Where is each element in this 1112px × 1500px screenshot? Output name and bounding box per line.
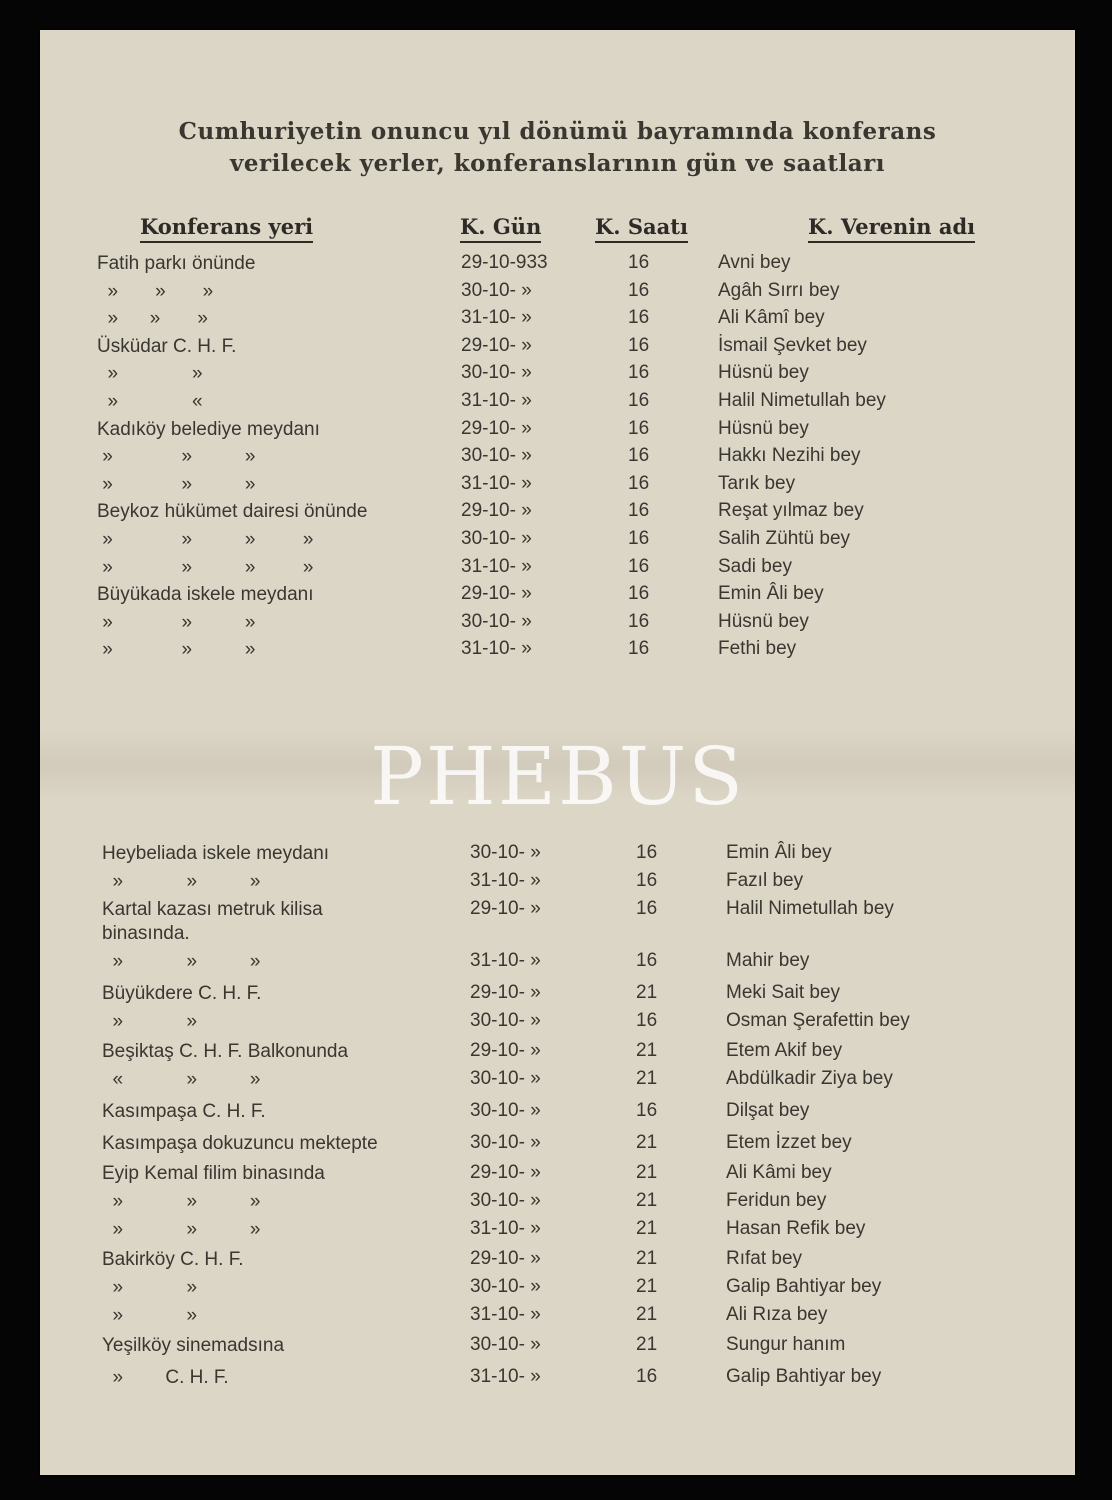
- cell-speaker: Ali Kâmi bey: [726, 1162, 832, 1183]
- cell-time: 21: [636, 1248, 658, 1269]
- title-line-2: verilecek yerler, konferanslarının gün ve saatları: [229, 150, 886, 177]
- cell-time: 21: [636, 1190, 658, 1211]
- cell-place: Eyip Kemal filim binasında: [102, 1163, 325, 1184]
- cell-time: 21: [636, 1218, 658, 1239]
- cell-speaker: Mahir bey: [726, 950, 810, 971]
- cell-day: 30-10- »: [461, 611, 532, 632]
- cell-place: » » »: [97, 474, 256, 495]
- cell-speaker: Ali Rıza bey: [726, 1304, 828, 1325]
- cell-place: » »: [102, 1011, 198, 1032]
- cell-time: 16: [628, 638, 650, 659]
- cell-time: 16: [628, 335, 650, 356]
- cell-place: » » »: [97, 281, 214, 302]
- cell-time: 16: [628, 500, 650, 521]
- cell-day: 30-10- »: [470, 842, 541, 863]
- cell-day: 29-10- »: [461, 335, 532, 356]
- cell-time: 21: [636, 1162, 658, 1183]
- cell-day: 30-10- »: [461, 445, 532, 466]
- cell-speaker: Sadi bey: [718, 556, 792, 577]
- cell-speaker: Feridun bey: [726, 1190, 827, 1211]
- cell-speaker: Avni bey: [718, 252, 791, 273]
- cell-speaker: Agâh Sırrı bey: [718, 280, 840, 301]
- cell-day: 29-10- »: [461, 583, 532, 604]
- cell-time: 21: [636, 1304, 658, 1325]
- cell-speaker: Halil Nimetullah bey: [726, 898, 894, 919]
- cell-day: 31-10- »: [461, 390, 532, 411]
- cell-speaker: Halil Nimetullah bey: [718, 390, 886, 411]
- cell-speaker: Sungur hanım: [726, 1334, 846, 1355]
- cell-speaker: Hüsnü bey: [718, 362, 809, 383]
- cell-time: 16: [628, 280, 650, 301]
- cell-day: 29-10-933: [461, 252, 548, 273]
- cell-place: Beykoz hükümet dairesi önünde: [97, 501, 368, 522]
- cell-speaker: Emin Âli bey: [718, 583, 824, 604]
- cell-day: 31-10- »: [461, 556, 532, 577]
- cell-day: 31-10- »: [461, 473, 532, 494]
- cell-day: 29-10- »: [470, 898, 541, 919]
- cell-place: Kadıköy belediye meydanı: [97, 419, 320, 440]
- cell-time: 21: [636, 1276, 658, 1297]
- cell-speaker: Rıfat bey: [726, 1248, 803, 1269]
- title-line-1: Cumhuriyetin onuncu yıl dönümü bayramında konferans: [178, 118, 937, 145]
- cell-day: 29-10- »: [470, 1040, 541, 1061]
- cell-day: 31-10- »: [461, 307, 532, 328]
- cell-time: 16: [636, 1100, 658, 1121]
- cell-time: 21: [636, 1068, 658, 1089]
- cell-day: 30-10- »: [470, 1190, 541, 1211]
- cell-place: » C. H. F.: [102, 1367, 229, 1388]
- cell-speaker: Fethi bey: [718, 638, 797, 659]
- cell-place: Yeşilköy sinemadsına: [102, 1335, 285, 1356]
- cell-speaker: Hüsnü bey: [718, 611, 809, 632]
- cell-place: » » »: [97, 446, 256, 467]
- cell-speaker: Galip Bahtiyar bey: [726, 1276, 882, 1297]
- cell-day: 29-10- »: [470, 1248, 541, 1269]
- cell-speaker: Galip Bahtiyar bey: [726, 1366, 882, 1387]
- cell-speaker: Etem İzzet bey: [726, 1132, 852, 1153]
- cell-speaker: Tarık bey: [718, 473, 796, 494]
- cell-day: 31-10- »: [470, 1366, 541, 1387]
- cell-place: » » »: [102, 871, 261, 892]
- cell-time: 16: [628, 583, 650, 604]
- cell-day: 29-10- »: [461, 418, 532, 439]
- cell-time: 16: [636, 898, 658, 919]
- cell-place: Üsküdar C. H. F.: [97, 336, 237, 357]
- cell-speaker: Abdülkadir Ziya bey: [726, 1068, 893, 1089]
- cell-time: 16: [636, 842, 658, 863]
- cell-place: » » »: [102, 1219, 261, 1240]
- cell-speaker: Dilşat bey: [726, 1100, 810, 1121]
- cell-place: » » »: [97, 612, 256, 633]
- cell-day: 30-10- »: [461, 280, 532, 301]
- cell-day: 30-10- »: [470, 1100, 541, 1121]
- cell-place: Beşiktaş C. H. F. Balkonunda: [102, 1041, 349, 1062]
- cell-place: « » »: [102, 1069, 261, 1090]
- cell-speaker: Hüsnü bey: [718, 418, 809, 439]
- cell-time: 16: [628, 252, 650, 273]
- cell-place: » » »: [102, 951, 261, 972]
- cell-time: 16: [628, 556, 650, 577]
- cell-speaker: Salih Zühtü bey: [718, 528, 851, 549]
- cell-time: 21: [636, 1040, 658, 1061]
- cell-day: 30-10- »: [461, 528, 532, 549]
- cell-time: 16: [636, 950, 658, 971]
- cell-time: 16: [636, 1366, 658, 1387]
- cell-time: 16: [628, 362, 650, 383]
- cell-time: 16: [628, 473, 650, 494]
- cell-place: » » » »: [97, 529, 314, 550]
- cell-place: Kasımpaşa C. H. F.: [102, 1101, 266, 1122]
- cell-time: 21: [636, 1132, 658, 1153]
- cell-place: Büyükdere C. H. F.: [102, 983, 262, 1004]
- cell-day: 29-10- »: [470, 1162, 541, 1183]
- cell-speaker: Ali Kâmî bey: [718, 307, 825, 328]
- cell-place: » » »: [97, 639, 256, 660]
- cell-speaker: Emin Âli bey: [726, 842, 832, 863]
- cell-place: Büyükada iskele meydanı: [97, 584, 314, 605]
- header-speaker: K. Verenin adı: [808, 214, 975, 243]
- cell-day: 30-10- »: [461, 362, 532, 383]
- cell-time: 16: [628, 445, 650, 466]
- cell-day: 30-10- »: [470, 1010, 541, 1031]
- header-day: K. Gün: [460, 214, 541, 243]
- cell-speaker: Hasan Refik bey: [726, 1218, 866, 1239]
- cell-day: 31-10- »: [470, 1218, 541, 1239]
- cell-time: 16: [628, 611, 650, 632]
- cell-day: 31-10- »: [470, 1304, 541, 1325]
- cell-place: Fatih parkı önünde: [97, 253, 256, 274]
- watermark: PHEBUS: [369, 730, 745, 823]
- cell-day: 31-10- »: [461, 638, 532, 659]
- cell-day: 31-10- »: [470, 870, 541, 891]
- cell-day: 30-10- »: [470, 1068, 541, 1089]
- cell-place: » » » »: [97, 557, 314, 578]
- cell-speaker: Osman Şerafettin bey: [726, 1010, 910, 1031]
- document-page: [40, 30, 1075, 1475]
- header-place: Konferans yeri: [140, 214, 313, 243]
- cell-speaker: Etem Akif bey: [726, 1040, 843, 1061]
- cell-day: 30-10- »: [470, 1132, 541, 1153]
- cell-place: Kartal kazası metruk kilisa binasında.: [102, 899, 323, 944]
- cell-place: » »: [97, 363, 203, 384]
- cell-time: 16: [628, 390, 650, 411]
- cell-time: 21: [636, 1334, 658, 1355]
- cell-day: 29-10- »: [461, 500, 532, 521]
- cell-place: » » »: [97, 308, 208, 329]
- cell-place: » «: [97, 391, 203, 412]
- cell-speaker: İsmail Şevket bey: [718, 335, 867, 356]
- cell-place: Bakirköy C. H. F.: [102, 1249, 244, 1270]
- cell-time: 16: [636, 870, 658, 891]
- cell-time: 16: [628, 307, 650, 328]
- cell-speaker: Hakkı Nezihi bey: [718, 445, 861, 466]
- cell-time: 21: [636, 982, 658, 1003]
- cell-time: 16: [636, 1010, 658, 1031]
- cell-place: » » »: [102, 1191, 261, 1212]
- cell-place: » »: [102, 1305, 198, 1326]
- cell-day: 31-10- »: [470, 950, 541, 971]
- document-title: [40, 116, 1075, 180]
- cell-day: 30-10- »: [470, 1276, 541, 1297]
- cell-place: Heybeliada iskele meydanı: [102, 843, 330, 864]
- cell-day: 29-10- »: [470, 982, 541, 1003]
- cell-speaker: Fazıl bey: [726, 870, 804, 891]
- cell-time: 16: [628, 528, 650, 549]
- cell-place: » »: [102, 1277, 198, 1298]
- cell-speaker: Reşat yılmaz bey: [718, 500, 864, 521]
- cell-speaker: Meki Sait bey: [726, 982, 841, 1003]
- cell-day: 30-10- »: [470, 1334, 541, 1355]
- cell-place: Kasımpaşa dokuzuncu mektepte: [102, 1133, 378, 1154]
- cell-time: 16: [628, 418, 650, 439]
- header-time: K. Saatı: [595, 214, 688, 243]
